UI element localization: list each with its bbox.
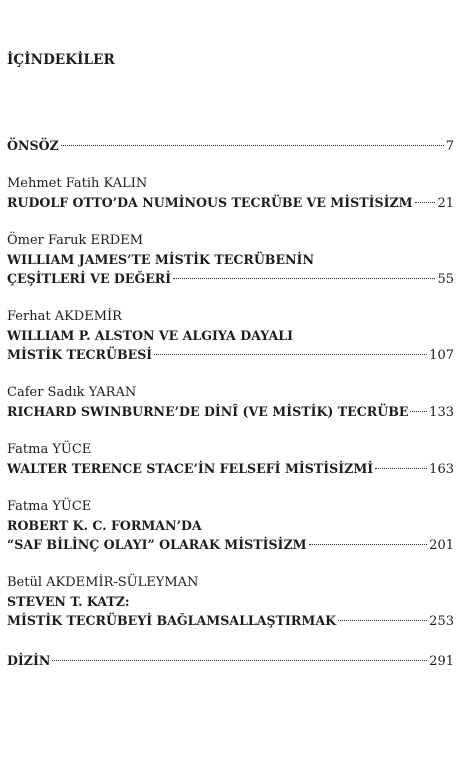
toc-entry-alston <box>7 307 454 364</box>
toc-entry-index <box>7 651 454 670</box>
toc-row[interactable] <box>7 269 454 288</box>
page-number: 253 <box>429 614 454 629</box>
toc-row[interactable] <box>7 651 454 670</box>
toc-row[interactable] <box>7 611 454 630</box>
dot-leader <box>154 354 427 355</box>
entry-title: DİZİN <box>7 653 51 668</box>
toc-row[interactable] <box>7 402 454 421</box>
toc-entry-swinburne <box>7 383 454 421</box>
dot-leader <box>309 544 428 545</box>
entry-title-line: ROBERT K. C. FORMAN’DA <box>7 518 202 533</box>
entry-title-line: WILLIAM P. ALSTON VE ALGIYA DAYALI <box>7 328 293 343</box>
dot-leader <box>415 202 436 203</box>
entry-title: RUDOLF OTTO’DA NUMİNOUS TECRÜBE VE MİSTİSİZM <box>7 195 413 210</box>
entry-author: Mehmet Fatih KALIN <box>7 176 148 191</box>
toc-entry-katz <box>7 573 454 630</box>
page-number: 21 <box>437 196 454 211</box>
page-number: 163 <box>429 462 454 477</box>
toc-entry-forman <box>7 497 454 554</box>
page-number: 291 <box>429 654 454 669</box>
page-number: 133 <box>429 405 454 420</box>
page-number: 7 <box>445 139 454 154</box>
entry-author: Fatma YÜCE <box>7 442 92 457</box>
entry-title: ÇEŞİTLERİ VE DEĞERİ <box>7 271 172 286</box>
entry-title: ÖNSÖZ <box>7 138 59 153</box>
dot-leader <box>375 468 427 469</box>
toc-row[interactable] <box>7 193 454 212</box>
entry-author: Ferhat AKDEMİR <box>7 309 122 324</box>
toc-entry-preface <box>7 136 454 155</box>
toc-entry-stace <box>7 440 454 478</box>
entry-title: MİSTİK TECRÜBESİ <box>7 347 153 362</box>
toc-row[interactable] <box>7 535 454 554</box>
dot-leader <box>410 411 427 412</box>
page-number: 55 <box>437 272 454 287</box>
entry-author: Ömer Faruk ERDEM <box>7 233 144 248</box>
entry-title: WALTER TERENCE STACE’İN FELSEFİ MİSTİSİZMİ <box>7 461 374 476</box>
dot-leader <box>61 145 444 146</box>
page-number: 201 <box>429 538 454 553</box>
entry-title-line: WILLIAM JAMES’TE MİSTİK TECRÜBENİN <box>7 252 314 267</box>
toc-entry-otto <box>7 174 454 212</box>
page-number: 107 <box>429 348 454 363</box>
entry-title-line: STEVEN T. KATZ: <box>7 594 130 609</box>
toc-entry-james <box>7 231 454 288</box>
toc-row[interactable] <box>7 459 454 478</box>
toc-row[interactable] <box>7 136 454 155</box>
entry-title: MİSTİK TECRÜBEYİ BAĞLAMSALLAŞTIRMAK <box>7 613 337 628</box>
entry-author: Fatma YÜCE <box>7 499 92 514</box>
dot-leader <box>173 278 435 279</box>
entry-title: RICHARD SWINBURNE’DE DİNÎ (VE MİSTİK) TECRÜBE <box>7 404 409 419</box>
toc-row[interactable] <box>7 345 454 364</box>
entry-title: “SAF BİLİNÇ OLAYI” OLARAK MİSTİSİZM <box>7 537 307 552</box>
dot-leader <box>52 660 427 661</box>
entry-author: Cafer Sadık YARAN <box>7 385 137 400</box>
entry-author: Betül AKDEMİR-SÜLEYMAN <box>7 575 199 590</box>
dot-leader <box>338 620 427 621</box>
page-title: İÇİNDEKİLER <box>7 52 115 68</box>
